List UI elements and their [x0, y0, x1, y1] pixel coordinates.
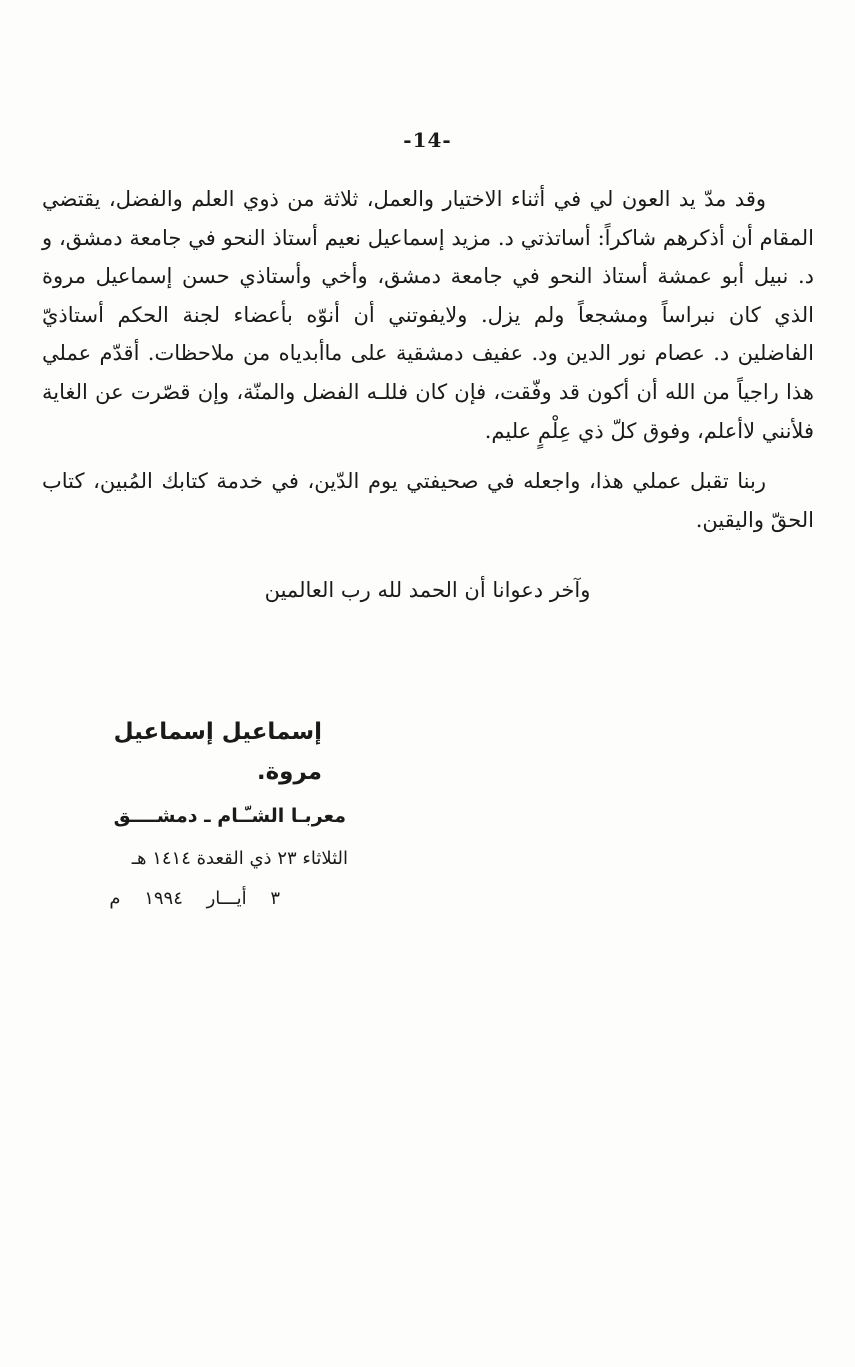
closing-line: وآخر دعوانا أن الحمد لله رب العالمين: [264, 578, 591, 602]
body-text: [42, 180, 814, 539]
acknowledgement-paragraph: وقد مدّ يد العون لي في أثناء الاختيار والعمل، ثلاثة من ذوي العلم والفضل، يقتضي المقام أن أذكرهم شاكراً: أساتذتي د. مزيد إسماعيل نعيم أستاذ النحو في جامعة دمشق، و د. نبيل أبو عمشة أستاذ النحو في جامعة دمشق، وأخي وأستاذي حسن إسماعيل مروة الذي كان نبراساً ومشجعاً ولم يزل. ولايفوتني أن أنوّه بأعضاء لجنة الحكم أستاذيّ الفاضلين د. عصام نور الدين ود. عفيف دمشقية على ماأبدياه من ملاحظات. أقدّم عملي هذا راجياً من الله أن أكون قد وفّقت، فإن كان فللـه الفضل والمنّة، وإن قصّرت عن الغاية فلأنني لاأعلم، وفوق كلّ ذي عِلْمٍ عليم.: [42, 187, 814, 443]
date-gregorian: ٣ أيـــار ١٩٩٤ م: [109, 888, 280, 909]
author-place: معربـا الشـّـام ـ دمشــــق: [113, 805, 346, 827]
date-hijri: الثلاثاء ٢٣ ذي القعدة ١٤١٤ هـ: [131, 848, 348, 869]
prayer-paragraph: ربنا تقبل عملي هذا، واجعله في صحيفتي يوم الدّين، في خدمة كتابك المُبين، كتاب الحقّ واليقين.: [42, 469, 814, 532]
author-name: إسماعيل إسماعيل مروة.: [113, 719, 322, 785]
page-number: -14-: [403, 128, 452, 152]
signature-block: [58, 712, 348, 914]
